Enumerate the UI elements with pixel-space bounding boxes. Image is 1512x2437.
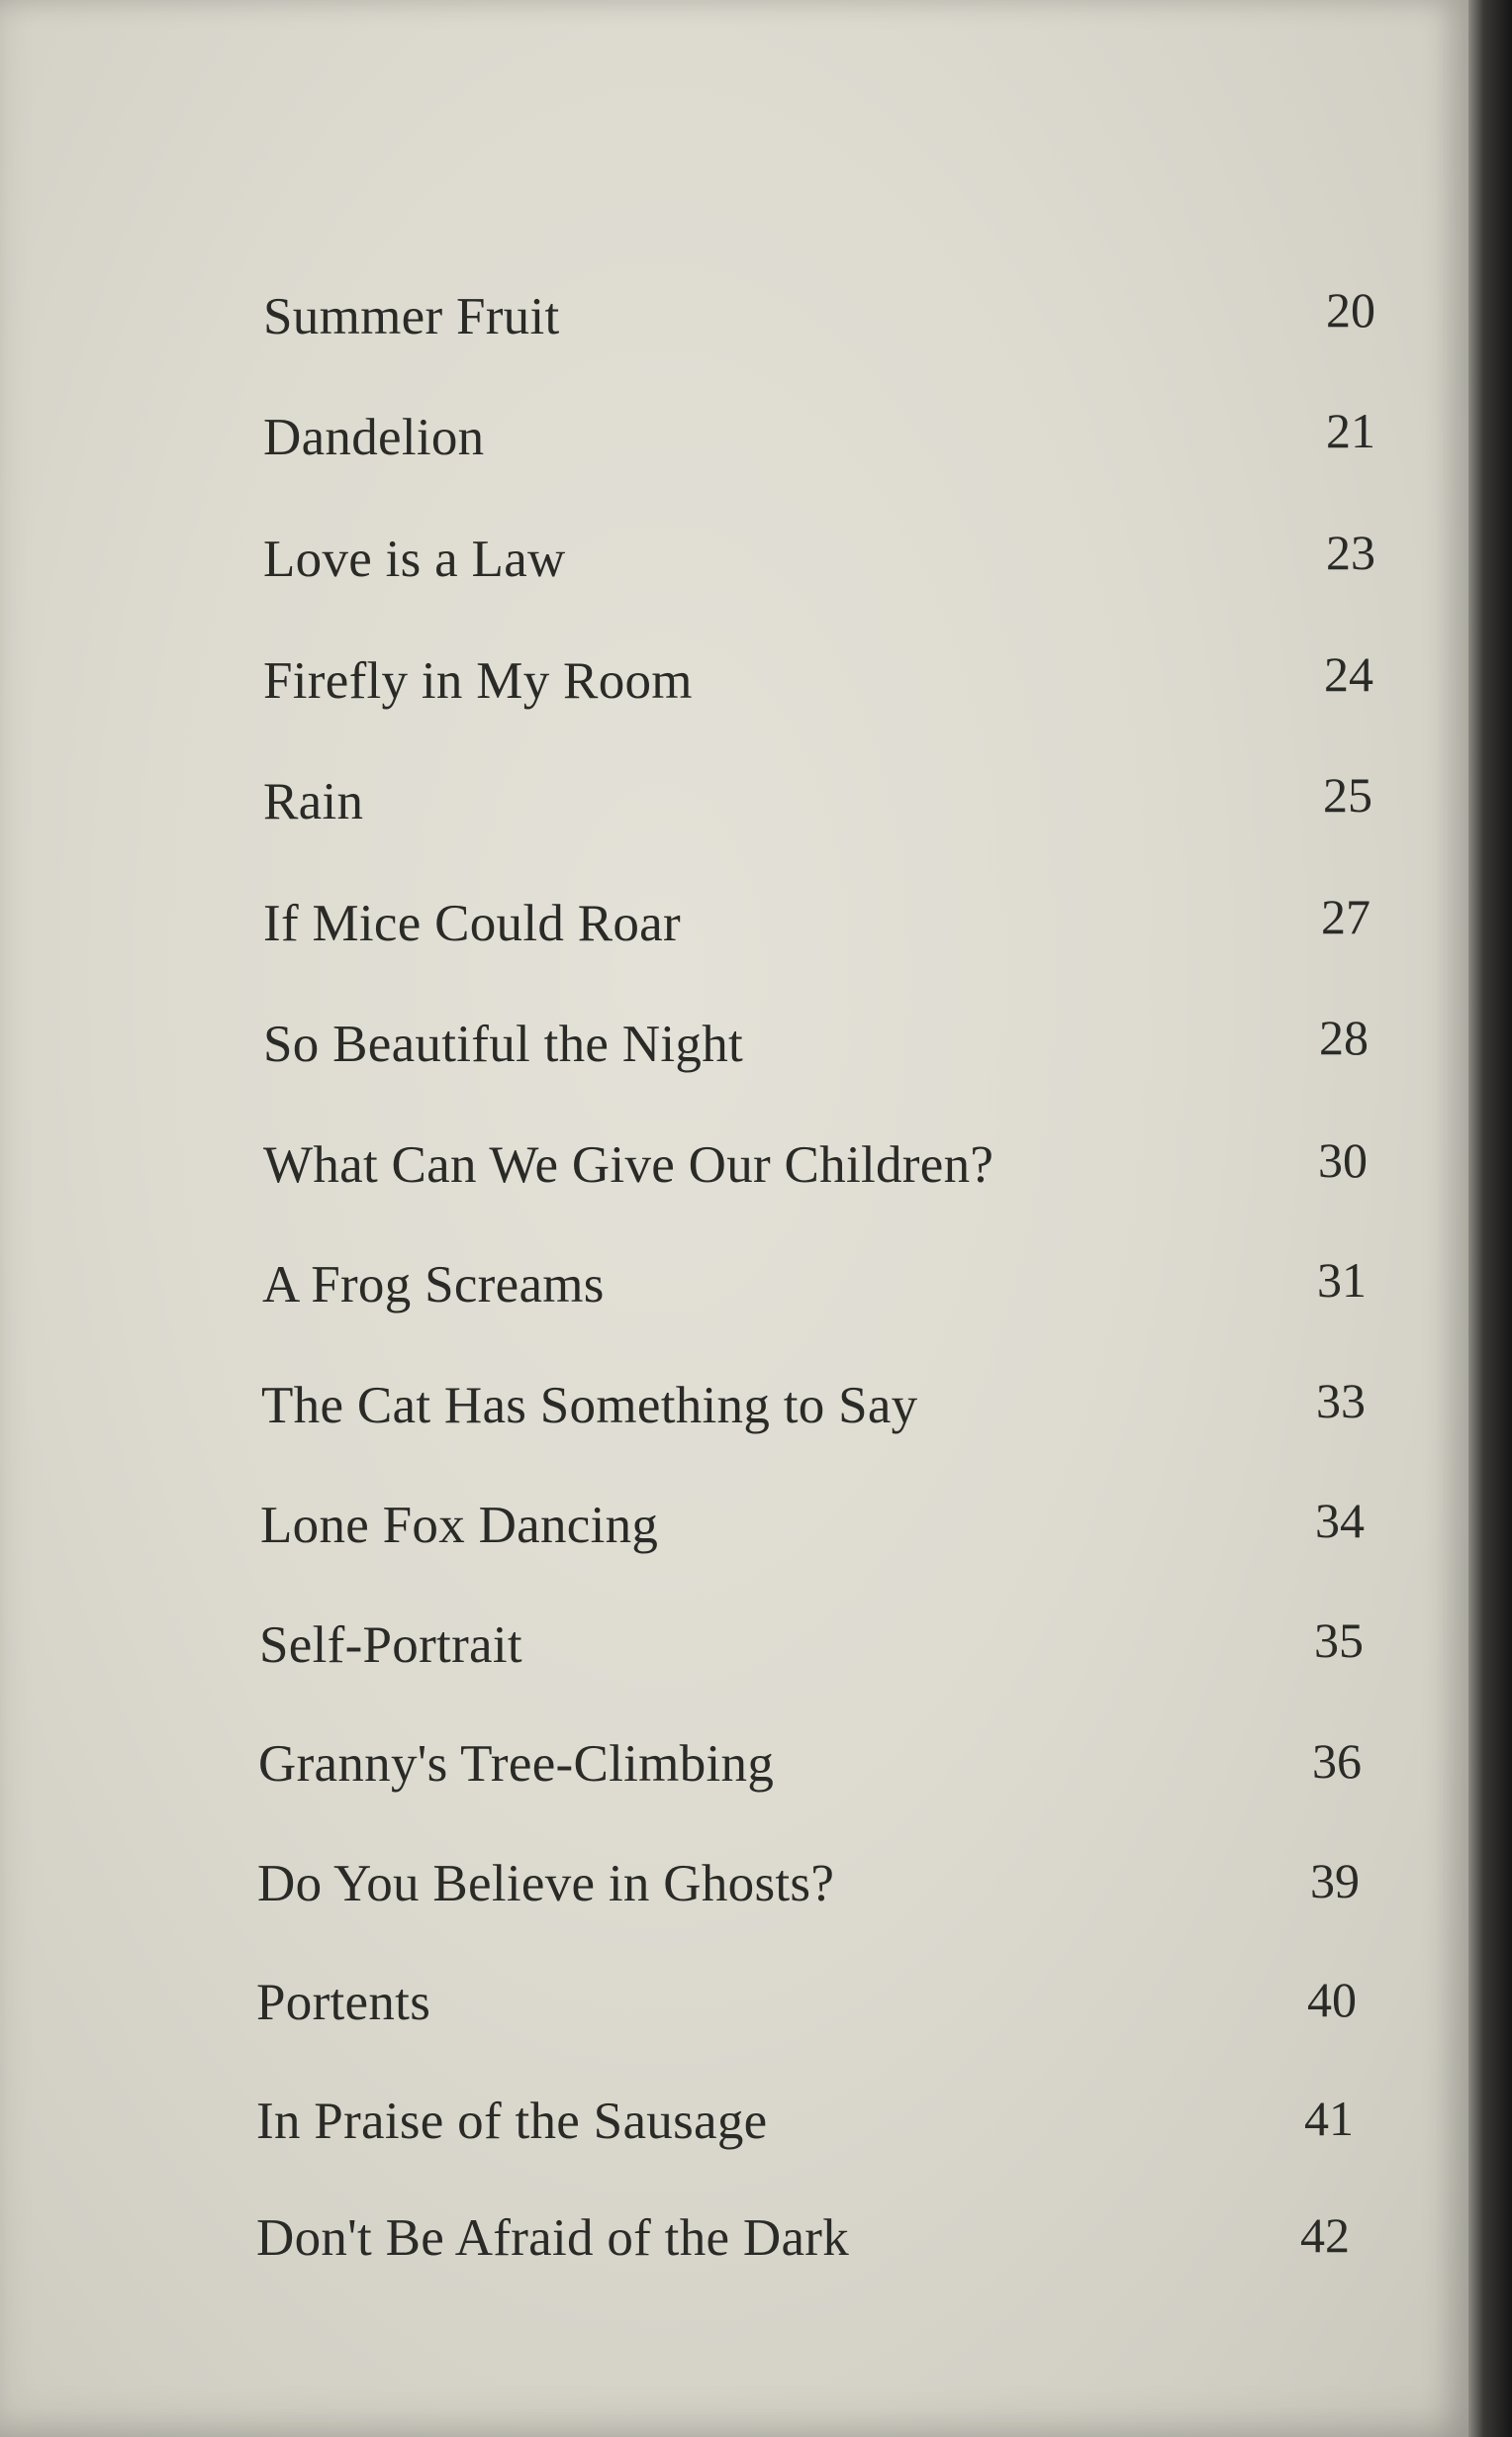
- toc-entry: [0, 889, 1468, 973]
- toc-entry: [0, 767, 1468, 851]
- toc-entry: [0, 1373, 1468, 1455]
- toc-entry: [0, 525, 1468, 609]
- toc-entry-title: Love is a Law: [263, 531, 566, 588]
- toc-entry-page-number: 33: [1316, 1373, 1366, 1428]
- toc-entry-page-number: 27: [1321, 889, 1370, 944]
- toc-entry: [0, 646, 1468, 731]
- toc-entry: [0, 2092, 1468, 2171]
- toc-entry-title: Self-Portrait: [259, 1616, 522, 1674]
- toc-entry: [0, 1973, 1468, 2052]
- toc-entry-page-number: 36: [1312, 1733, 1362, 1789]
- toc-entry-title: The Cat Has Something to Say: [261, 1377, 918, 1434]
- toc-entry-title: Do You Believe in Ghosts?: [257, 1855, 835, 1912]
- toc-entry: [0, 1132, 1468, 1215]
- toc-entry-page-number: 41: [1304, 2091, 1354, 2146]
- toc-entry-page-number: 25: [1323, 767, 1372, 823]
- toc-entry-page-number: 34: [1315, 1493, 1365, 1548]
- toc-entry-title: In Praise of the Sausage: [256, 2093, 768, 2150]
- toc-entry-page-number: 23: [1326, 525, 1375, 580]
- toc-entry: [0, 1612, 1468, 1695]
- toc-entry: [0, 282, 1468, 366]
- toc-entry-title: Summer Fruit: [263, 288, 560, 345]
- toc-entry-title: Firefly in My Room: [263, 652, 693, 710]
- toc-entry: [0, 1734, 1468, 1813]
- toc-entry-page-number: 20: [1326, 282, 1375, 338]
- toc-entry-page-number: 28: [1319, 1010, 1369, 1065]
- toc-entry-page-number: 35: [1314, 1612, 1364, 1668]
- toc-entry-title: Granny's Tree-Climbing: [258, 1735, 775, 1793]
- toc-entry-page-number: 42: [1300, 2207, 1350, 2263]
- toc-entry-page-number: 21: [1326, 403, 1375, 458]
- toc-entry: [0, 1010, 1468, 1094]
- page-edge-shadow: [1468, 0, 1512, 2437]
- toc-entry-page-number: 39: [1310, 1853, 1360, 1908]
- toc-entry-title: Portents: [256, 1974, 431, 2031]
- toc-entry-title: Dandelion: [263, 409, 485, 466]
- toc-entry-page-number: 40: [1307, 1972, 1357, 2027]
- toc-entry: [0, 1252, 1468, 1334]
- toc-entry-title: A Frog Screams: [262, 1256, 605, 1314]
- toc-entry-page-number: 24: [1324, 646, 1373, 702]
- toc-entry-title: Lone Fox Dancing: [260, 1497, 659, 1554]
- toc-entry: [0, 403, 1468, 487]
- toc-entry-page-number: 31: [1317, 1252, 1367, 1308]
- toc-entry-page-number: 30: [1318, 1132, 1368, 1188]
- toc-entry-title: Rain: [263, 773, 364, 830]
- toc-entry-title: Don't Be Afraid of the Dark: [256, 2209, 850, 2267]
- toc-entry: [0, 1493, 1468, 1575]
- toc-entry-title: What Can We Give Our Children?: [263, 1136, 994, 1194]
- toc-entry-title: So Beautiful the Night: [263, 1016, 744, 1073]
- toc-entry: [0, 2208, 1468, 2288]
- toc-entry-title: If Mice Could Roar: [263, 895, 681, 952]
- toc-entry: [0, 1854, 1468, 1933]
